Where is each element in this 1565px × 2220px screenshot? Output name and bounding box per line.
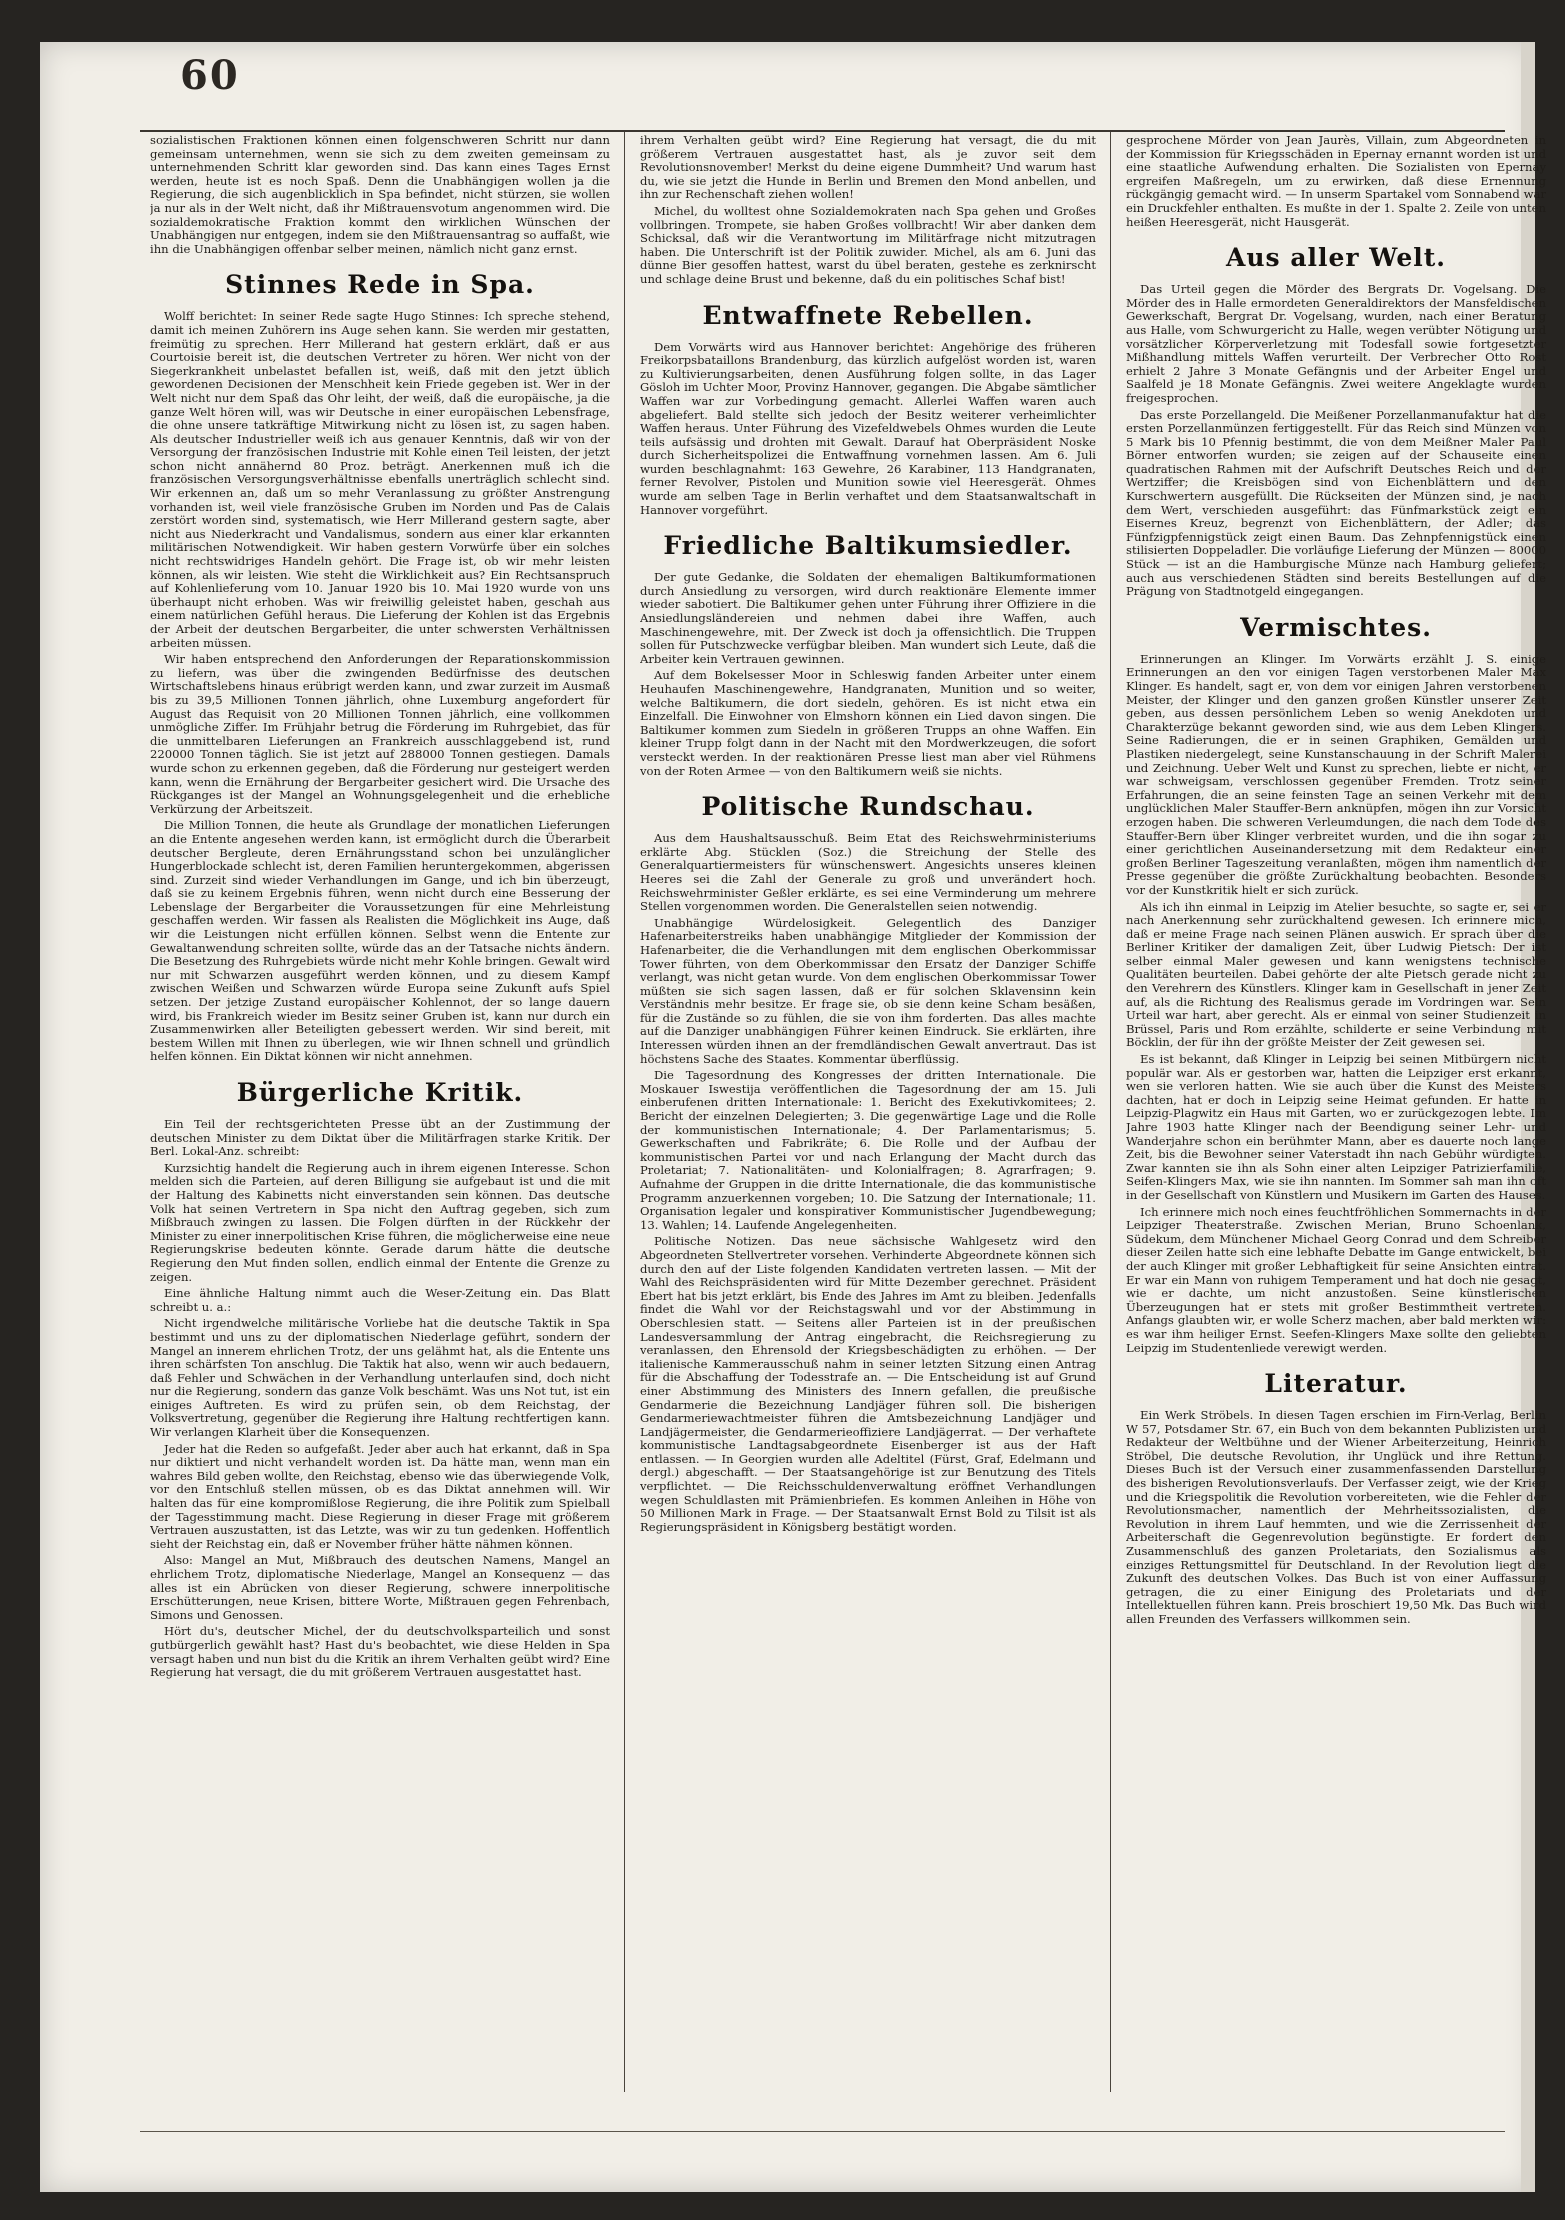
header-rule bbox=[140, 130, 1505, 132]
page-number: 60 bbox=[180, 52, 240, 99]
article bbox=[1126, 613, 1546, 1355]
article bbox=[640, 134, 1096, 287]
article-paragraph: Aus dem Haushaltsausschuß. Beim Etat des Reichswehrministeriums erklärte Abg. Stücklen (Soz.) die Streichung der Stelle des Generalquartiermeisters für wünschenswert. Angesichts unseres kleinen Heeres sei die Zahl der Generale zu groß und unverändert hoch. Reichswehrminister Geßler erklärte, es sei eine Verminderung um mehrere Stellen vorgenommen worden. Die Generalstellen seien notwendig. bbox=[640, 831, 1096, 914]
article bbox=[150, 270, 610, 1064]
article bbox=[150, 1078, 610, 1680]
article-paragraph: Wolff berichtet: In seiner Rede sagte Hugo Stinnes: Ich spreche stehend, damit ich meinen Zuhörern ins Auge sehen kann. Sie werden mir gestatten, freimütig zu sprechen. Herr Millerand hat gestern erklärt, daß er aus Courtoisie bereit ist, die deutschen Vertreter zu hören. Wer nicht von der Siegerkrankheit unbelastet befallen ist, weiß, daß mit den jetzt üblich gewordenen Decisionen der Menschheit kein Friede gegeben ist. Wer in der Welt nicht nur dem Spaß das Ohr leiht, der weiß, daß die europäische, ja die ganze Welt hören will, was wir Deutsche in einer europäischen Lebensfrage, die ohne unsere tatkräftige Mitwirkung nicht zu lösen ist, zu sagen haben. Als deutscher Industrieller weiß ich aus genauer Kenntnis, daß wir von der Versorgung der französischen Industrie mit Kohle einen Teil leisten, der jetzt schon nicht annähernd 80 Proz. beträgt. Anerkennen muß ich die französischen Versorgungsverhältnisse ebenfalls unerträglich schlecht sind. Wir erkennen an, daß um so mehr Veranlassung zu größter Anstrengung vorhanden ist, weil viele französische Gruben im Norden und Pas de Calais zerstört worden sind, systematisch, wie Herr Millerand gestern sagte, aber nicht aus Niederkracht und Vandalismus, sondern aus einer klar erkannten militärischen Notwendigkeit. Wir haben gestern Vorwürfe über ein solches nicht rechtswidriges Handeln gehört. Die Frage ist, ob wir mehr leisten können, als wir leisten. Wie steht die Wirklichkeit aus? Ein Rechtsanspruch auf Kohlenlieferung vom 10. Januar 1920 bis 10. Mai 1920 wurde von uns überhaupt nicht erhoben. Was wir freiwillig geleistet haben, geschah aus einem natürlichen Gefühl heraus. Die Lieferung der Kohlen ist das Ergebnis der Arbeit der deutschen Bergarbeiter, die unter schwersten Verhältnissen arbeiten müssen. bbox=[150, 309, 610, 650]
article-headline: Stinnes Rede in Spa. bbox=[225, 270, 535, 300]
column-2 bbox=[640, 134, 1096, 2094]
article-paragraph: Ein Werk Ströbels. In diesen Tagen erschien im Firn-Verlag, Berlin W 57, Potsdamer Str. 67, ein Buch von dem bekannten Publizisten und Redakteur der Weltbühne und der Wiener Arbeiterzeitung, Heinrich Ströbel, Die deutsche Revolution, ihr Unglück und ihre Rettung. Dieses Buch ist der Versuch einer zusammenfassenden Darstellung des bisherigen Revolutionsverlaufs. Der Verfasser zeigt, wie der Krieg und die Kriegspolitik die Revolution vorbereiteten, wie die Fehler der Revolutionsmacher, namentlich der Mehrheitssozialisten, die Revolution in ihrem Lauf hemmten, und wie die Zerrissenheit der Arbeiterschaft die Gegenrevolution begünstigte. Er fordert den Zusammenschluß des ganzen Proletariats, den Sozialismus als einziges Rettungsmittel für Deutschland. In der Revolution liegt die Zukunft des deutschen Volkes. Das Buch ist von einer Auffassung getragen, die zu einer Einigung des Proletariats und der Intellektuellen führen kann. Preis broschiert 19,50 Mk. Das Buch wird allen Freunden des Verfassers willkommen sein. bbox=[1126, 1408, 1546, 1626]
article-paragraph: Das erste Porzellangeld. Die Meißener Porzellanmanufaktur hat die ersten Porzellanmünzen fertiggestellt. Für das Reich sind Münzen von 5 Mark bis 10 Pfennig bestimmt, die von dem Meißner Maler Paul Börner entworfen wurden; sie zeigen auf der Schauseite einen quadratischen Rahmen mit der Aufschrift Deutsches Reich und der Wertziffer; die Kreisbögen sind von Eichenblättern und den Kurschwertern ausgefüllt. Die Rückseiten der Münzen sind, je nach dem Wert, verschieden ausgeführt: das Fünfmarkstück zeigt ein Eisernes Kreuz, begrenzt von Eichenblättern, der Adler; das Fünfzigpfennigstück zeigt einen Baum. Das Zehnpfennigstück einen stilisierten Doppeladler. Die vorläufige Lieferung der Münzen — 80000 Stück — ist an die Hamburgische Münze nach Hamburg geliefert; auch aus verschiedenen Städten sind bereits Bestellungen auf die Prägung von Stadtnotgeld eingegangen. bbox=[1126, 407, 1546, 599]
article-paragraph: Hört du's, deutscher Michel, der du deutschvolksparteilich und sonst gutbürgerlich gewählt hast? Hast du's beobachtet, wie diese Helden in Spa versagt haben und nun bist du die Kritik an ihrem Verhalten geübt wird? Eine Regierung hat versagt, die du mit größerem Vertrauen ausgestattet hast. bbox=[150, 1624, 610, 1680]
article-paragraph: Unabhängige Würdelosigkeit. Gelegentlich des Danziger Hafenarbeiterstreiks haben unabhängige Mitglieder der Kommission der Hafenarbeiter, die die Verhandlungen mit dem englischen Oberkommissar Tower führten, von dem Oberkommissar den Ersatz der Danziger Schiffe verlangt, was nicht getan wurde. Von dem englischen Oberkommissar Tower müßten sie sich sagen lassen, daß er für solchen Sklavensinn kein Verständnis mehr besitze. Er frage sie, ob sie denn keine Scham besäßen, für die Zustände so zu fühlen, die sie von ihm forderten. Das alles machte auf die Danziger unabhängigen Führer keinen Eindruck. Sie erklärten, ihre Interessen würden ihnen an der fremdländischen Gewalt anvertraut. Das ist höchstens Sache des Staates. Kommentar überflüssig. bbox=[640, 915, 1096, 1066]
article bbox=[640, 531, 1096, 778]
article-paragraph: Kurzsichtig handelt die Regierung auch in ihrem eigenen Interesse. Schon melden sich die Parteien, auf deren Billigung sie aufgebaut ist und die mit der Haltung des Kabinetts nicht einverstanden sein können. Das deutsche Volk hat seinen Vertretern in Spa nicht den Auftrag gegeben, sich zum Mißbrauch zwingen zu lassen. Die Folgen dürften in der Rückkehr der Minister zu einer innerpolitischen Krise führen, die möglicherweise eine neue Regierungskrise bedeuten könnte. Gerade darum hätte die deutsche Regierung den Mut finden sollen, endlich einmal der Entente die Grenze zu zeigen. bbox=[150, 1160, 610, 1284]
article-paragraph: Dem Vorwärts wird aus Hannover berichtet: Angehörige des früheren Freikorpsbataillons Brandenburg, das kürzlich aufgelöst worden ist, waren zu Kultivierungsarbeiten, denen Ausführung folgen sollte, in das Lager Gösloh im Uchter Moor, Provinz Hannover, gegangen. Die Abgabe sämtlicher Waffen war zur Vorbedingung gemacht. Allerlei Waffen waren auch abgeliefert. Bald stellte sich jedoch der Besitz weiterer verheimlichter Waffen heraus. Unter Führung des Vizefeldwebels Ohmes wurden die Leute teils aufsässig und drohten mit Gewalt. Darauf hat Oberpräsident Noske durch Sicherheitspolizei die Entwaffnung vornehmen lassen. Am 6. Juli wurden beschlagnahmt: 163 Gewehre, 26 Karabiner, 113 Handgranaten, ferner Revolver, Pistolen und Munition sowie viel Heeresgerät. Ohmes wurde am selben Tage in Berlin verhaftet und dem Staatsanwaltschaft in Hannover vorgeführt. bbox=[640, 339, 1096, 517]
article bbox=[1126, 243, 1546, 599]
column-divider bbox=[624, 132, 625, 2092]
article-paragraph: Es ist bekannt, daß Klinger in Leipzig bei seinen Mitbürgern nicht populär war. Als er gestorben war, hatten die Leipziger erst erkannt, wen sie verloren hatten. Wie sie auch über die Kunst des Meisters dachten, hat er doch in Leipzig seine Heimat gefunden. Er hatte in Leipzig-Plagwitz ein Haus mit Garten, wo er zurückgezogen lebte. Im Jahre 1903 hatte Klinger nach der Beendigung seiner Lehr- und Wanderjahre schon ein berühmter Mann, aber es dauerte noch lange Zeit, bis die Bewohner seiner Vaterstadt ihn nach Gebühr würdigten. Zwar kannten sie ihn als Sohn einer alten Leipziger Patrizierfamilie, Seifen-Klingers Max, wie sie ihn nannten. Im Sommer sah man ihn oft in der Gesellschaft von Künstlern und Musikern im Garten des Hauses. bbox=[1126, 1052, 1546, 1202]
article-paragraph: Also: Mangel an Mut, Mißbrauch des deutschen Namens, Mangel an ehrlichem Trotz, diplomatische Niederlage, Mangel an Konsequenz — das alles ist ein Abrücken von dieser Regierung, schwere innerpolitische Erschütterungen, neue Krisen, bittere Worte, Mißtrauen gegen Fehrenbach, Simons und Genossen. bbox=[150, 1553, 610, 1622]
column-divider bbox=[1110, 132, 1111, 2092]
article-headline: Bürgerliche Kritik. bbox=[236, 1078, 524, 1107]
article-paragraph: gesprochene Mörder von Jean Jaurès, Villain, zum Abgeordneten in der Kommission für Kriegsschäden in Epernay ernannt worden ist und eine staatliche Aufwendung erhalten. Die Sozialisten von Epernay ergreifen Maßregeln, um zu erwirken, daß diese Ernennung rückgängig gemacht wird. — In unserm Spartakel vom Sonnabend war ein Druckfehler enthalten. Es mußte in der 1. Spalte 2. Zeile von unten heißen Heeresgerät, nicht Hausgerät. bbox=[1126, 134, 1546, 229]
article-paragraph: Ich erinnere mich noch eines feuchtfröhlichen Sommernachts in der Leipziger Theaterstraße. Zwischen Merian, Bruno Schoenlank, Südekum, dem Münchener Michael Georg Conrad und dem Schreiber dieser Zeilen hatte sich eine lebhafte Debatte im Gange entwickelt, bei der auch Klinger mit großer Lebhaftigkeit für seine Ansichten eintrat. Er war ein Mann von ruhigem Temperament und hat doch nie gesagt, wie er dachte, um nicht anzustoßen. Seine künstlerischen Überzeugungen hat er stets mit großer Bestimmtheit vertreten. Anfangs glaubten wir, er wolle Scherz machen, aber bald merkten wir: es war ihm heiliger Ernst. Seefen-Klingers Maxe sollte den geliebten Leipzig im Studentenliede verewigt werden. bbox=[1126, 1204, 1546, 1355]
article-paragraph: Jeder hat die Reden so aufgefaßt. Jeder aber auch hat erkannt, daß in Spa nur diktiert und nicht verhandelt worden ist. Da hätte man, wenn man ein wahres Bild geben wollte, den Reichstag, ebenso wie das überwiegende Volk, vor den Entschluß stellen müssen, ob es das Diktat annehmen will. Wir halten das für eine kompromißlose Regierung, die ihre Politik zum Spielball der Tagesstimmung macht. Diese Regierung in dieser Frage mit größerem Vertrauen auszustatten, ist das Letzte, was wir zu tun gedenken. Hoffentlich sieht der Reichstag ein, daß er November früher hätte nähmen können. bbox=[150, 1441, 610, 1551]
footer-rule bbox=[140, 2131, 1505, 2132]
article-paragraph: Michel, du wolltest ohne Sozialdemokraten nach Spa gehen und Großes vollbringen. Trompete, sie haben Großes vollbracht! Wir aber danken dem Schicksal, daß wir die Verantwortung im Militärfrage nicht mitzutragen haben. Die Unterschrift ist der Politik zuwider. Michel, als am 6. Juni das dünne Bier gesoffen hattest, warst du übel beraten, gestehe es zerknirscht und schlage deine Brust und bekenne, daß du ein politisches Schaf bist! bbox=[640, 203, 1096, 286]
article-paragraph: Das Urteil gegen die Mörder des Bergrats Dr. Vogelsang. Die Mörder des in Halle ermordeten Generaldirektors der Mansfeldischen Gewerkschaft, Bergrat Dr. Vogelsang, wurden, nach einer Beratung aus Halle, vom Schwurgericht zu Halle, wegen verübter Nötigung und vorsätzlicher Körperverletzung mit Todesfall sowie fortgesetzter Mißhandlung mittels Waffen verurteilt. Der Verbrecher Otto Rost erhielt 2 Jahre 3 Monate Gefängnis und der Arbeiter Engel und Saalfeld je 18 Monate Gefängnis. Zwei weitere Angeklagte wurden freigesprochen. bbox=[1126, 282, 1546, 405]
article-paragraph: ihrem Verhalten geübt wird? Eine Regierung hat versagt, die du mit größerem Vertrauen ausgestattet hast, als je zuvor seit dem Revolutionsnovember! Merkst du deine eigene Dummheit? Und warum hast du, wie sie jetzt die Hunde in Berlin und Bremen den Mond anbellen, und ihn zur Rechenschaft ziehen wollen! bbox=[640, 134, 1096, 202]
article-paragraph: Als ich ihn einmal in Leipzig im Atelier besuchte, so sagte er, sei er nach Anerkennung sehr zurückhaltend gewesen. Ich erinnere mich, daß er meine Frage nach seinen Plänen auswich. Er sprach über die Berliner Kritiker der damaligen Zeit, über Ludwig Pietsch: Der ist selber einmal Maler gewesen und kann wenigstens technische Qualitäten beurteilen. Dabei gehörte der alte Pietsch gerade nicht zu den Verehrern des Künstlers. Klinger kam in Gesellschaft in jener Zeit auf, als die Richtung des Realismus gerade im Vordringen war. Sein Urteil war hart, aber gerecht. Als er einmal von seiner Studienzeit in Brüssel, Paris und Rom erzählte, schilderte er seine Verbindung mit Böcklin, der für ihn der größte Meister der Zeit gewesen sei. bbox=[1126, 899, 1546, 1050]
article-headline: Literatur. bbox=[1264, 1369, 1408, 1399]
article-paragraph: Der gute Gedanke, die Soldaten der ehemaligen Baltikumformationen durch Ansiedlung zu versorgen, wird durch reaktionäre Elemente immer wieder sabotiert. Die Baltikumer gehen unter Führung ihrer Offiziere in die Ansiedlungsländereien und nehmen dabei ihre Waffen, auch Maschinengewehre, mit. Der Zweck ist doch ja offensichtlich. Die Truppen sollen für Putschzwecke verfügbar bleiben. Man wundert sich Leute, daß die Arbeiter kein Vertrauen gewinnen. bbox=[640, 570, 1096, 666]
article-headline: Entwaffnete Rebellen. bbox=[702, 300, 1034, 330]
article-paragraph: Erinnerungen an Klinger. Im Vorwärts erzählt J. S. einige Erinnerungen an den vor einigen Tagen verstorbenen Maler Max Klinger. Es handelt, sagt er, von dem vor einigen Jahren verstorbenen Meister, der Klinger und den ganzen großen Künstler unserer Zeit geben, aus dessen persönlichem Leben so wenig Anekdoten und Charakterzüge bekannt geworden sind, wie aus dem Leben Klingers. Seine Radierungen, die er in seinen Graphiken, Gemälden und Plastiken niedergelegt, seine Kunstanschauung in der Schrift Malerei und Zeichnung. Ueber Welt und Kunst zu sprechen, liebte er nicht, er war schweigsam, verschlossen gegenüber Fremden. Trotz seiner Erfahrungen, die an seine feinsten Tage an seinen Verkehr mit dem unglücklichen Maler Stauffer-Bern anknüpfen, mögen ihn zur Vorsicht erzogen haben. Die schweren Verleumdungen, die nach dem Tode des Stauffer-Bern über Klinger verbreitet wurden, und die ihn sogar zu einer gerichtlichen Auseinandersetzung mit dem Redakteur einer großen Berliner Tageszeitung veranlaßten, mögen ihm namentlich der Presse gegenüber die größte Zurückhaltung beobachten. Besonders vor der Kunstkritik hielt er sich zurück. bbox=[1126, 651, 1546, 897]
article bbox=[150, 134, 610, 256]
article bbox=[1126, 134, 1546, 229]
article-paragraph: Wir haben entsprechend den Anforderungen der Reparationskommission zu liefern, was über die zwingenden Bedürfnisse des deutschen Wirtschaftslebens hinaus erübrigt werden kann, und zwar zurzeit im Ausmaß bis zu 39,5 Millionen Tonnen jährlich, ohne Luxemburg angefordert für August das Requisit von 20 Millionen Tonnen jährlich, eine vollkommen unmögliche Ziffer. Im Frühjahr betrug die Förderung im Ruhrgebiet, das für die unmittelbaren Lieferungen an Frankreich ausschlaggebend ist, rund 220000 Tonnen täglich. Sie ist jetzt auf 288000 Tonnen gestiegen. Damals wurde schon zu erkennen gegeben, daß die Förderung nur gesteigert werden kann, wenn die Ernährung der Bergarbeiter gesichert wird. Die Ursache des Rückganges ist der Mangel an Wohnungsgelegenheit und die erhebliche Verkürzung der Arbeitszeit. bbox=[150, 652, 610, 816]
article bbox=[1126, 1369, 1546, 1627]
column-1 bbox=[150, 134, 610, 2094]
article bbox=[640, 301, 1096, 518]
article-headline: Politische Rundschau. bbox=[701, 792, 1035, 822]
article-paragraph: sozialistischen Fraktionen können einen folgenschweren Schritt nur dann gemeinsam unternehmen, wenn sie sich zu dem zweiten gemeinsam zu unternehmenden Schritt klar geworden sind. Das kann eines Tages Ernst werden, heute ist es noch Spaß. Denn die Unabhängigen wollen ja die Regierung, die sich augenblicklich in Spa befindet, nicht stürzen, sie wollen ja nur als in der Welt nicht, daß ihr Mißtrauensvotum angenommen wird. Die sozialdemokratische Fraktion kommt den wirklichen Wünschen der Unabhängigen nur entgegen, indem sie den Mißtrauensantrag so auffaßt, wie ihn die Unabhängigen offenbar selber meinen, nämlich nicht ganz ernst. bbox=[150, 134, 610, 256]
article-headline: Aus aller Welt. bbox=[1225, 243, 1447, 273]
article-paragraph: Eine ähnliche Haltung nimmt auch die Weser-Zeitung ein. Das Blatt schreibt u. a.: bbox=[150, 1286, 610, 1314]
article-paragraph: Auf dem Bokelsesser Moor in Schleswig fanden Arbeiter unter einem Heuhaufen Maschinengewehre, Handgranaten, Munition und so weiter, welche Baltikumern, die dort siedeln, gehören. Es ist nicht etwa ein Einzelfall. Die Einwohner von Elmshorn können ein Lied davon singen. Die Baltikumer kommen zum Siedeln in größeren Trupps an ohne Waffen. Ein kleiner Trupp folgt dann in der Nacht mit den Mordwerkzeugen, die sofort versteckt werden. In der reaktionären Presse liest man aber viel Rühmens von der Roten Armee — von den Baltikumern weiß sie nichts. bbox=[640, 668, 1096, 778]
article-paragraph: Die Tagesordnung des Kongresses der dritten Internationale. Die Moskauer Iswestija veröffentlichen die Tagesordnung der am 15. Juli einberufenen dritten Internationale: 1. Bericht des Exekutivkomitees; 2. Bericht der einzelnen Delegierten; 3. Die gegenwärtige Lage und die Rolle der kommunistischen Internationale; 4. Der Parlamentarismus; 5. Gewerkschaften und Fabrikräte; 6. Die Rolle und der Aufbau der kommunistischen Partei vor und nach Erlangung der Macht durch das Proletariat; 7. Nationalitäten- und Kolonialfragen; 8. Agrarfragen; 9. Aufnahme der Gruppen in die dritte Internationale, die das kommunistische Programm anzuerkennen vorgeben; 10. Die Satzung der Internationale; 11. Organisation legaler und konspirativer Kommunistischer Jugendbewegung; 13. Wahlen; 14. Laufende Angelegenheiten. bbox=[640, 1068, 1096, 1232]
article-paragraph: Ein Teil der rechtsgerichteten Presse übt an der Zustimmung der deutschen Minister zu dem Diktat über die Militärfragen starke Kritik. Der Berl. Lokal-Anz. schreibt: bbox=[150, 1117, 610, 1159]
article-paragraph: Die Million Tonnen, die heute als Grundlage der monatlichen Lieferungen an die Entente angesehen werden kann, ist ermöglicht durch die Überarbeit deutscher Bergleute, deren Ernährungsstand schon bei unzulänglicher Hungerblockade schlecht ist, deren Familien heruntergekommen, abgerissen sind. Zurzeit sind wieder Verhandlungen im Gange, und ich bin überzeugt, daß sie zu keinem Ergebnis führen, wenn nicht durch eine Besserung der Lebenslage der Bergarbeiter die Voraussetzungen für eine Mehrleistung geschaffen werden. Wir fassen als Realisten die Möglichkeit ins Auge, daß wir die Leistungen nicht erfüllen können. Selbst wenn die Entente zur Gewaltanwendung schreiten sollte, würde das an der Tatsache nichts ändern. Die Besetzung des Ruhrgebiets würde nicht mehr Kohle bringen. Gewalt wird nur mit Schwarzen ausgeführt werden können, und zu diesem Kampf zwischen Weißen und Schwarzen würde Europa seine Zukunft aufs Spiel setzen. Der jetzige Zustand europäischer Kohlennot, der so lange dauern wird, bis Frankreich wieder im Besitz seiner Gruben ist, kann nur durch ein Zusammenwirken aller Beteiligten gebessert werden. Wir sind bereit, mit bestem Willen mit Ihnen zu überlegen, wie wir Ihnen schnell und gründlich helfen können. Ein Diktat können wir nicht annehmen. bbox=[150, 818, 610, 1064]
article-paragraph: Nicht irgendwelche militärische Vorliebe hat die deutsche Taktik in Spa bestimmt und uns zu der diplomatischen Niederlage geführt, sondern der Mangel an innerem ehrlichen Trotz, der uns gelähmt hat, als die Entente uns ihren schärfsten Ton anschlug. Die Taktik hat also, wenn wir auch bedauern, daß Fehler und Schwächen in der Verhandlung unterlaufen sind, doch nicht nur die Regierung, sondern das ganze Volk beschämt. Was uns Not tut, ist ein einiges Auftreten. Es wird zu prüfen sein, ob dem Reichstag, der Volksvertretung, gegenüber die Regierung ihre Haltung rechtfertigen kann. Wir verlangen Klarheit über die Konsequenzen. bbox=[150, 1316, 610, 1440]
article-headline: Vermischtes. bbox=[1240, 612, 1432, 642]
column-3 bbox=[1126, 134, 1546, 2094]
article bbox=[640, 792, 1096, 1534]
newspaper-page bbox=[40, 42, 1546, 2192]
article-headline: Friedliche Baltikumsiedler. bbox=[663, 531, 1073, 561]
article-paragraph: Politische Notizen. Das neue sächsische Wahlgesetz wird den Abgeordneten Stellvertreter vorsehen. Verhinderte Abgeordnete können sich durch den auf der Liste folgenden Kandidaten vertreten lassen. — Mit der Wahl des Reichspräsidenten wird für Mitte Dezember gerechnet. Präsident Ebert hat bis jetzt erklärt, bis Ende des Jahres im Amt zu bleiben. Jedenfalls findet die Wahl vor der Reichstagswahl und vor der Abstimmung in Oberschlesien statt. — Seitens aller Parteien ist in der preußischen Landesversammlung der Antrag eingebracht, die Reichsregierung zu veranlassen, den Ehrensold der Kriegsbeschädigten zu erhöhen. — Der italienische Kammerausschuß nahm in seiner letzten Sitzung einen Antrag für die Abschaffung der Todesstrafe an. — Die Entscheidung ist auf Grund einer Abstimmung des Ministers des Innern gefallen, die preußische Gendarmerie die Bezeichnung Landjäger führen soll. Die bisherigen Gendarmeriewachtmeister führen die Amtsbezeichnung Landjäger und Landjägermeister, die Gendarmerieoffiziere Landjägerrat. — Der verhaftete kommunistische Landtagsabgeordnete Eisenberger ist aus der Haft entlassen. — In Georgien wurden alle Adeltitel (Fürst, Graf, Edelmann und dergl.) abgeschafft. — Der Staatsangehörige ist zur Benutzung des Titels verpflichtet. — Die Reichsschuldenverwaltung eröffnet Verhandlungen wegen Schuldlasten mit Prämienbriefen. Es kommen Anleihen in Höhe von 50 Millionen Mark in Frage. — Der Staatsanwalt Ernst Bold zu Tilsit ist als Regierungspräsident in Königsberg bestätigt worden. bbox=[640, 1234, 1096, 1534]
